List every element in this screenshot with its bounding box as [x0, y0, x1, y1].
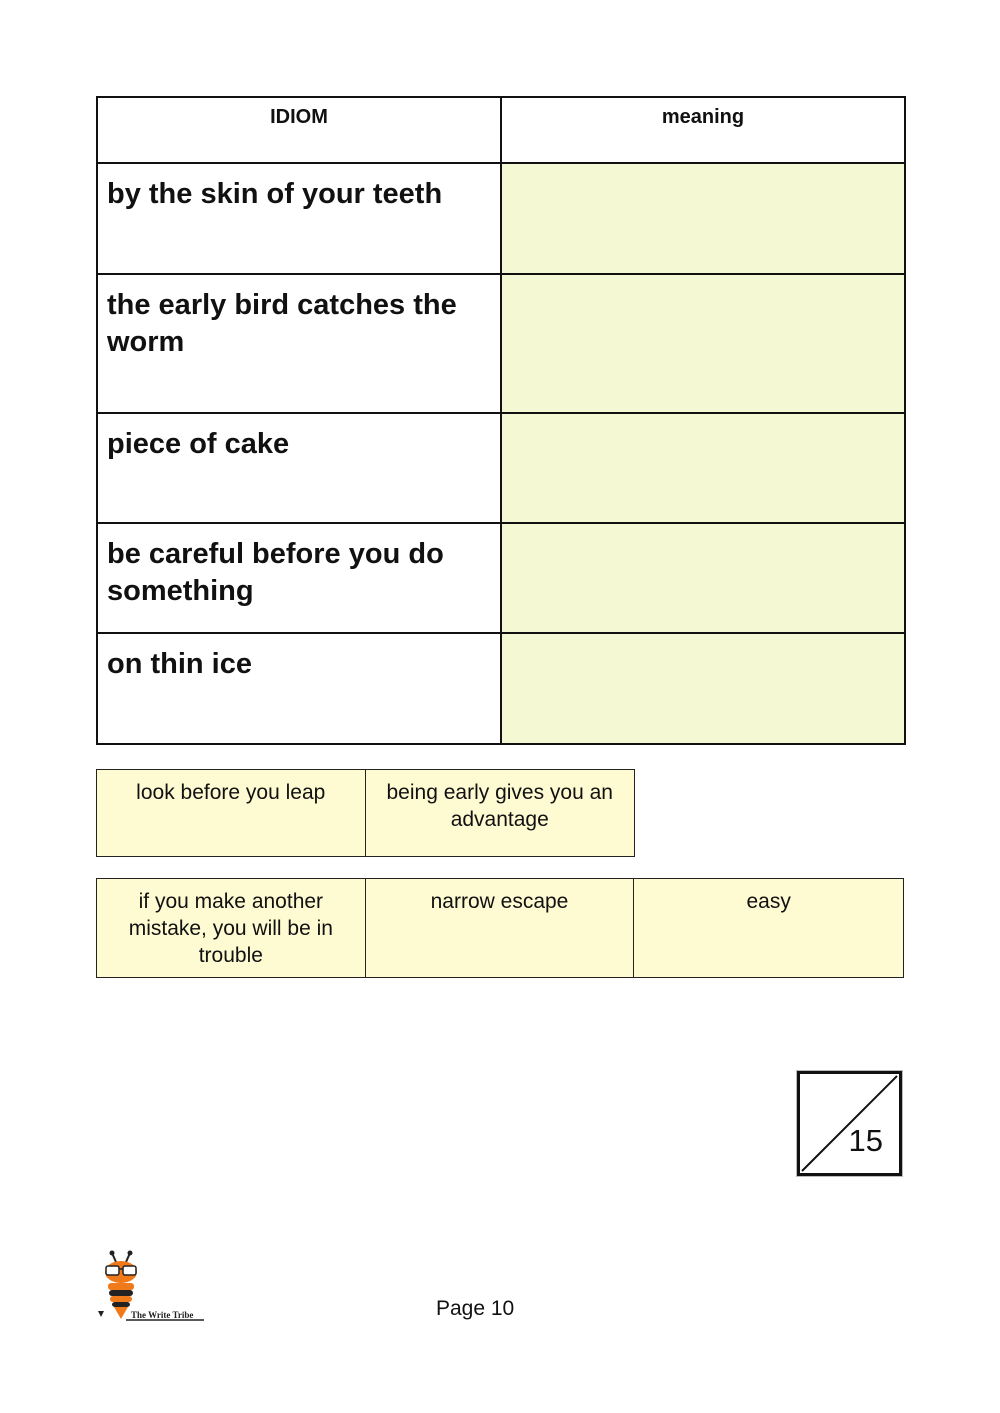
score-total: 15: [848, 1123, 883, 1158]
meaning-column-header: meaning: [501, 97, 905, 163]
answer-card[interactable]: if you make another mistake, you will be in trouble: [97, 879, 366, 977]
idiom-cell: be careful before you do something: [97, 523, 501, 633]
score-box: [797, 1071, 902, 1176]
answer-card[interactable]: easy: [746, 890, 791, 913]
bee-icon: [98, 1250, 208, 1330]
answer-card[interactable]: narrow escape: [366, 879, 635, 977]
answer-card[interactable]: look before you leap: [97, 770, 366, 856]
idiom-column-header: IDIOM: [97, 97, 501, 163]
table-row: [97, 274, 905, 413]
idiom-table: [96, 96, 906, 745]
answer-card[interactable]: being early gives you an advantage: [386, 781, 613, 831]
idiom-cell: piece of cake: [97, 413, 501, 523]
svg-text:The Write Tribe: The Write Tribe: [131, 1310, 194, 1320]
table-header-row: [97, 97, 905, 163]
meaning-drop-zone[interactable]: [501, 523, 905, 633]
idiom-cell: on thin ice: [97, 633, 501, 744]
table-row: [97, 523, 905, 633]
meaning-drop-zone[interactable]: [501, 633, 905, 744]
meaning-drop-zone[interactable]: [501, 274, 905, 413]
answer-bank-row-1: [96, 769, 635, 857]
page-number: Page 10: [436, 1297, 515, 1320]
write-tribe-logo: [98, 1250, 208, 1330]
table-row: [97, 633, 905, 744]
idiom-cell: the early bird catches the worm: [97, 274, 501, 413]
table-row: [97, 163, 905, 274]
table-row: [97, 413, 905, 523]
meaning-drop-zone[interactable]: [501, 163, 905, 274]
idiom-cell: by the skin of your teeth: [97, 163, 501, 274]
answer-bank-row-2: [96, 878, 904, 978]
meaning-drop-zone[interactable]: [501, 413, 905, 523]
